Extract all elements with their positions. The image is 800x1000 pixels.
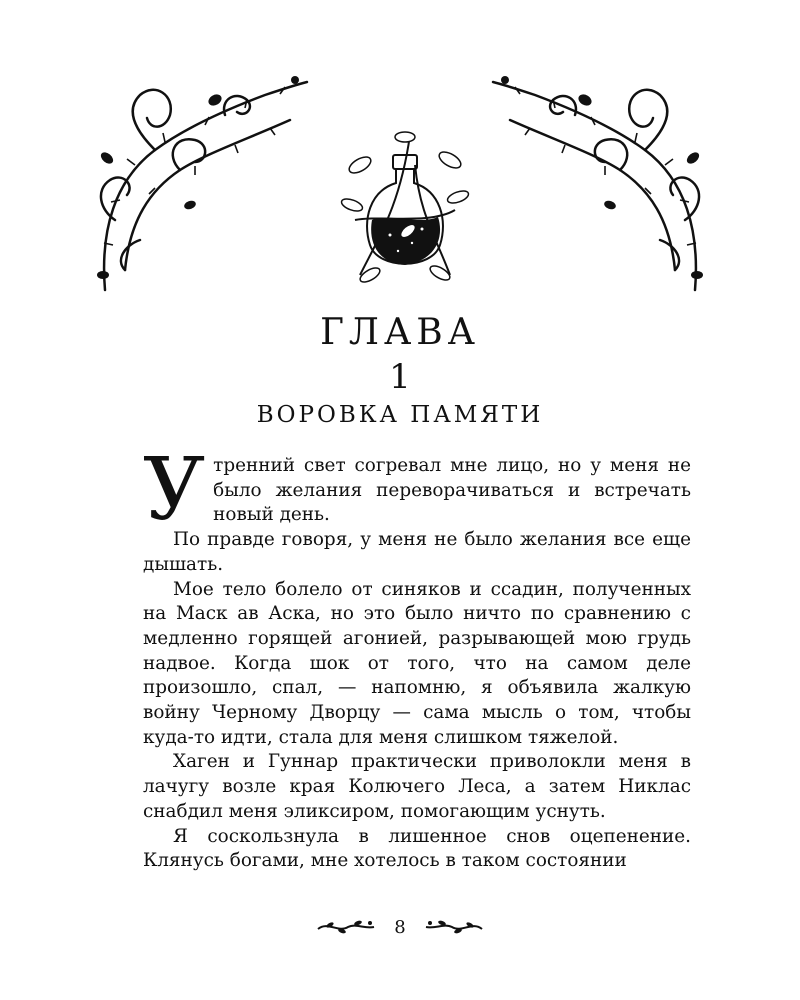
- chapter-body: [143, 440, 691, 874]
- drop-cap: У: [143, 440, 206, 540]
- chapter-label: ГЛАВА: [320, 312, 480, 353]
- footer-flourish-left-icon: [316, 917, 376, 937]
- thorny-vine-ornament-right: [490, 70, 705, 295]
- chapter-number: 1: [389, 357, 411, 397]
- potion-bottle-vignette: [340, 125, 470, 290]
- thorny-vine-ornament-left: [95, 70, 310, 295]
- paragraph-1: тренний свет согревал мне лицо, но у меня не было желания переворачиваться и встречать новый день.: [213, 455, 691, 526]
- footer-flourish-right-icon: [424, 917, 484, 937]
- paragraph-5: Я соскользнула в лишенное снов оцепенение. Клянусь богами, мне хотелось в таком состоянии: [143, 825, 691, 872]
- paragraph-4: Хаген и Гуннар практически приволокли меня в лачугу возле края Колючего Леса, а затем Никлас снабдил меня эликсиром, помогающим уснуть.: [143, 751, 691, 822]
- page-number: 8: [394, 916, 406, 938]
- page-footer: [0, 912, 800, 942]
- paragraph-2: По правде говоря, у меня не было желания все еще дышать.: [143, 529, 691, 575]
- chapter-title: ВОРОВКА ПАМЯТИ: [256, 402, 544, 428]
- paragraph-3: Мое тело болело от синяков и ссадин, полученных на Маск ав Аска, но это было ничто по сравнению с медленно горящей агонией, разрывающей мою грудь надвое. Когда шок от того, что на самом деле произошло, спал, — напомню, я объявила жалкую войну Черному Дворцу — сама мысль о том, чтобы куда-то идти, стала для меня слишком тяжелой.: [143, 578, 691, 748]
